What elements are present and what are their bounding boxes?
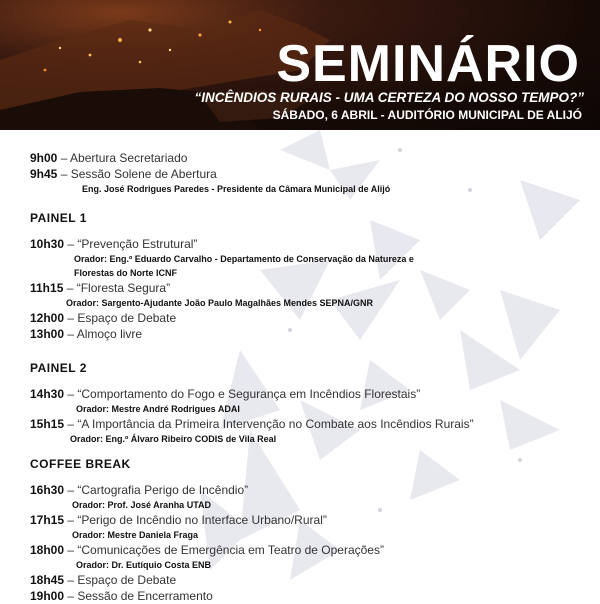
item-time: 13h00	[30, 327, 65, 341]
item-title: Abertura Secretariado	[70, 151, 188, 165]
schedule-item: 18h45 – Espaço de Debate	[30, 573, 177, 587]
item-time: 18h00	[30, 543, 65, 557]
schedule-item: 10h30 – “Prevenção Estrutural”	[30, 237, 198, 251]
speaker-line: Orador: Dr. Eutíquio Costa ENB	[76, 560, 212, 570]
item-title: Sessão de Encerramento	[77, 589, 213, 603]
event-venue: - AUDITÓRIO MUNICIPAL DE ALIJÓ	[377, 108, 582, 122]
speaker-line: Florestas do Norte ICNF	[74, 268, 178, 278]
speaker-line: Orador: Sargento-Ajudante João Paulo Magalhães Mendes SEPNA/GNR	[66, 298, 374, 308]
schedule-item: 11h15 – “Floresta Segura”	[30, 281, 171, 295]
speaker-line: Orador: Mestre André Rodrigues ADAI	[76, 404, 240, 414]
schedule-item: 15h15 – “A Importância da Primeira Intervenção no Combate aos Incêndios Rurais”	[30, 417, 474, 431]
item-time: 9h00	[30, 151, 58, 165]
item-title: “Floresta Segura”	[76, 281, 171, 295]
schedule-item: 9h00 – Abertura Secretariado	[30, 151, 188, 165]
speaker-line: Orador: Eng.º Eduardo Carvalho - Departamento de Conservação da Natureza e	[74, 254, 414, 264]
schedule-item: 17h15 – “Perigo de Incêndio no Interface Urbano/Rural”	[30, 513, 327, 527]
speaker-line: Orador: Prof. José Aranha UTAD	[72, 500, 212, 510]
schedule-item: 19h00 – Sessão de Encerramento	[30, 589, 213, 603]
item-time: 16h30	[30, 483, 65, 497]
schedule-item: 9h45 – Sessão Solene de Abertura	[30, 167, 217, 181]
item-title: “A Importância da Primeira Intervenção no Combate aos Incêndios Rurais”	[77, 417, 474, 431]
schedule-item: 14h30 – “Comportamento do Fogo e Segurança em Incêndios Florestais”	[30, 387, 421, 401]
item-title: “Perigo de Incêndio no Interface Urbano/Rural”	[77, 513, 327, 527]
item-time: 17h15	[30, 513, 65, 527]
speaker-line: Orador: Eng.º Álvaro Ribeiro CODIS de Vila Real	[70, 434, 277, 444]
item-title: “Comportamento do Fogo e Segurança em Incêndios Florestais”	[77, 387, 421, 401]
schedule-item: 12h00 – Espaço de Debate	[30, 311, 177, 325]
item-time: 12h00	[30, 311, 65, 325]
item-time: 18h45	[30, 573, 65, 587]
schedule-item: 13h00 – Almoço livre	[30, 327, 143, 341]
item-time: 15h15	[30, 417, 65, 431]
item-title: “Cartografia Perigo de Incêndio”	[77, 483, 249, 497]
section-heading: PAINEL 2	[30, 361, 87, 375]
speaker-line: Orador: Mestre Daniela Fraga	[72, 530, 199, 540]
section-heading: PAINEL 1	[30, 211, 87, 225]
section-heading: COFFEE BREAK	[30, 457, 131, 471]
schedule	[30, 150, 590, 604]
item-title: Espaço de Debate	[77, 573, 177, 587]
event-date: SÁBADO, 6 ABRIL	[272, 108, 378, 122]
item-time: 10h30	[30, 237, 65, 251]
item-title: Sessão Solene de Abertura	[70, 167, 217, 181]
item-title: “Prevenção Estrutural”	[77, 237, 198, 251]
item-time: 11h15	[30, 281, 64, 295]
schedule-item: 18h00 – “Comunicações de Emergência em Teatro de Operações”	[30, 543, 384, 557]
speaker-line: Eng. José Rodrigues Paredes - Presidente da Câmara Municipal de Alijó	[82, 184, 391, 194]
page-title: SEMINÁRIO	[276, 35, 580, 93]
date-venue-line	[273, 108, 582, 122]
item-time: 9h45	[30, 167, 58, 181]
item-time: 19h00	[30, 589, 65, 603]
item-title: Almoço livre	[76, 327, 143, 341]
schedule-item: 16h30 – “Cartografia Perigo de Incêndio”	[30, 483, 249, 497]
seminar-subtitle: “INCÊNDIOS RURAIS - UMA CERTEZA DO NOSSO TEMPO?”	[194, 90, 584, 105]
header-banner	[0, 0, 600, 130]
item-title: “Comunicações de Emergência em Teatro de Operações”	[77, 543, 384, 557]
item-time: 14h30	[30, 387, 65, 401]
item-title: Espaço de Debate	[77, 311, 177, 325]
